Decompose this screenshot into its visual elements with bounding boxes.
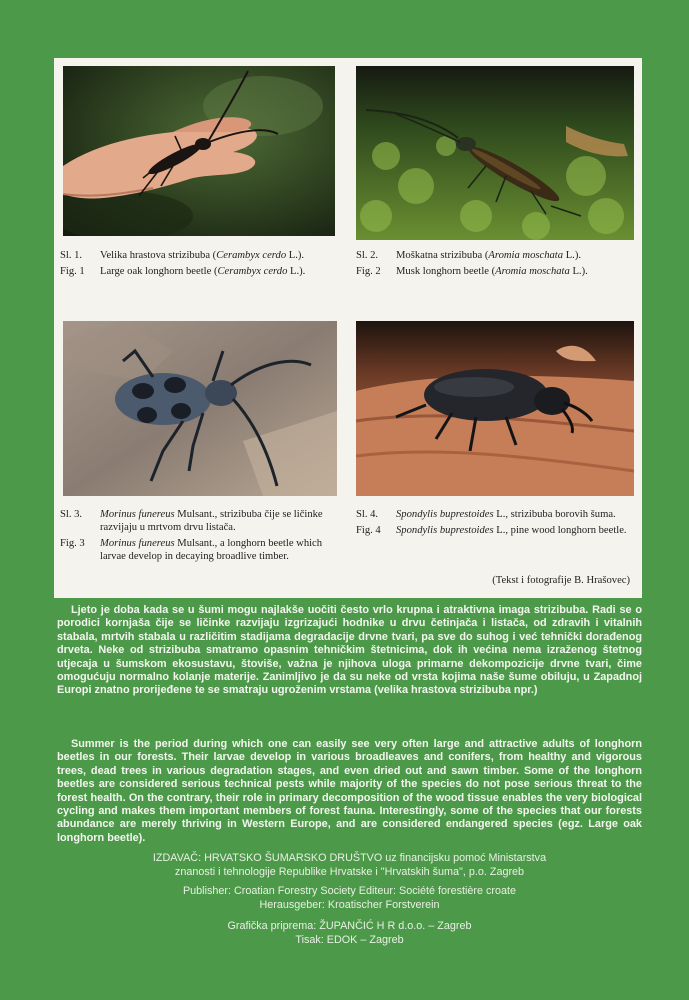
caption-label: Fig. 3 [60,538,85,549]
imprint-publisher-hr [57,852,642,879]
caption-label: Sl. 2. [356,250,379,261]
caption-text: L.). [287,266,306,277]
imprint-line: znanosti i tehnologije Republike Hrvatske i "Hrvatskih šuma", p.o. Zagreb [174,865,525,878]
paragraph-croatian: Ljeto je doba kada se u šumi mogu najlakše uočiti često vrlo krupna i atraktivna imaga strizibuba. Radi se o porodici kornjaša čije se ličinke razvijaju izgrizajući hodnike u drvu četinjača i listača, od zdravih i vitalnih stabala, mrtvih stabala u različitim stadijama degradacije drvne tvari, pa sve do suhog i već tehnički dorađenog drveta. Neke od strizibuba smatramo opasnim tehničkim štetnicima, dok ih većina nema izraženog štetnog utjecaja u šumskom ekosustavu, štoviše, važna je njihova uloga primarne dekompozicije drvne tvari, čime omogućuju normalno kolanje materije. Zanimljivo je da su neke od vrsta kojima naše šume obiluju, u Zapadnoj Europi znatno prorijeđene te se smatraju ugroženim vrstama (velika hrastova strizibuba npr.) [57,604,642,697]
paragraph-english: Summer is the period during which one can easily see very often large and attractive adults of longhorn beetles in our forests. Their larvae develop in various broadleaves and conifers, from healthy and vigorous trees, dead trees in various degradation stages, and even dried out and sawn timber. Some of the longhorn beetles are considered serious technical pests while majority of the species do not pose serious threat to the forest health. On the contrary, their role in primary decomposition of the wood tissue enables the very biological cycling and makes them important members of forest fauna. Interestingly, some of the species that our forests abundance are merely thriving in Western Europe, and are considered endangered species (egz. Large oak longhorn beetle). [57,738,642,844]
caption-label: Sl. 3. [60,509,83,520]
imprint-line: Publisher: Croatian Forestry Society Editeur: Société forestière croate [182,885,517,897]
caption-figure-2 [356,249,636,281]
species-name: Spondylis buprestoides [396,525,494,536]
species-name: Morinus funereus [100,509,175,520]
imprint-prepress: Grafička priprema: ŽUPANČIĆ H R d.o.o. – Zagreb [227,920,472,932]
caption-text: Velika hrastova strizibuba ( [100,250,217,261]
species-name: Aromia moschata [488,250,564,261]
photo-credit: (Tekst i fotografije B. Hrašovec) [492,575,630,586]
caption-text: L., pine wood longhorn beetle. [493,525,627,536]
imprint-print: Tisak: EDOK – Zagreb [295,933,404,946]
caption-label: Sl. 4. [356,509,379,520]
imprint-line: IZDAVAČ: HRVATSKO ŠUMARSKO DRUŠTVO uz financijsku pomoć Ministarstva [152,852,547,864]
species-name: Cerambyx cerdo [217,266,288,277]
imprint-publisher-multilingual [57,885,642,912]
caption-label: Fig. 4 [356,525,381,536]
caption-text: Musk longhorn beetle ( [396,266,496,277]
figures-panel [54,58,642,598]
imprint-line: Herausgeber: Kroatischer Forstverein [259,898,440,911]
imprint-production [57,920,642,947]
species-name: Aromia moschata [495,266,570,277]
species-name: Morinus funereus [100,538,175,549]
caption-figure-1 [60,249,338,281]
caption-text: Large oak longhorn beetle ( [100,266,218,277]
caption-text: Mulsant., a longhorn beetle which larvae develop in decaying broadlive timber. [100,538,323,562]
caption-text: L.). [569,266,588,277]
caption-text: L.). [286,250,305,261]
species-name: Spondylis buprestoides [396,509,494,520]
photo-spondylis-buprestoides [356,321,634,496]
caption-figure-4 [356,508,636,540]
caption-text: L., strizibuba borovih šuma. [493,509,616,520]
photo-morinus-funereus [63,321,337,496]
caption-figure-3 [60,508,338,566]
species-name: Cerambyx cerdo [216,250,287,261]
photo-cerambyx-cerdo [63,66,335,236]
caption-text: L.). [563,250,581,261]
caption-label: Fig. 2 [356,266,381,277]
caption-label: Fig. 1 [60,266,85,277]
caption-text: Moškatna strizibuba ( [396,250,489,261]
caption-text: Mulsant., strizibuba čije se ličinke razvijaju u mrtvom drvu listača. [100,509,323,533]
photo-aromia-moschata [356,66,634,240]
caption-label: Sl. 1. [60,250,83,261]
